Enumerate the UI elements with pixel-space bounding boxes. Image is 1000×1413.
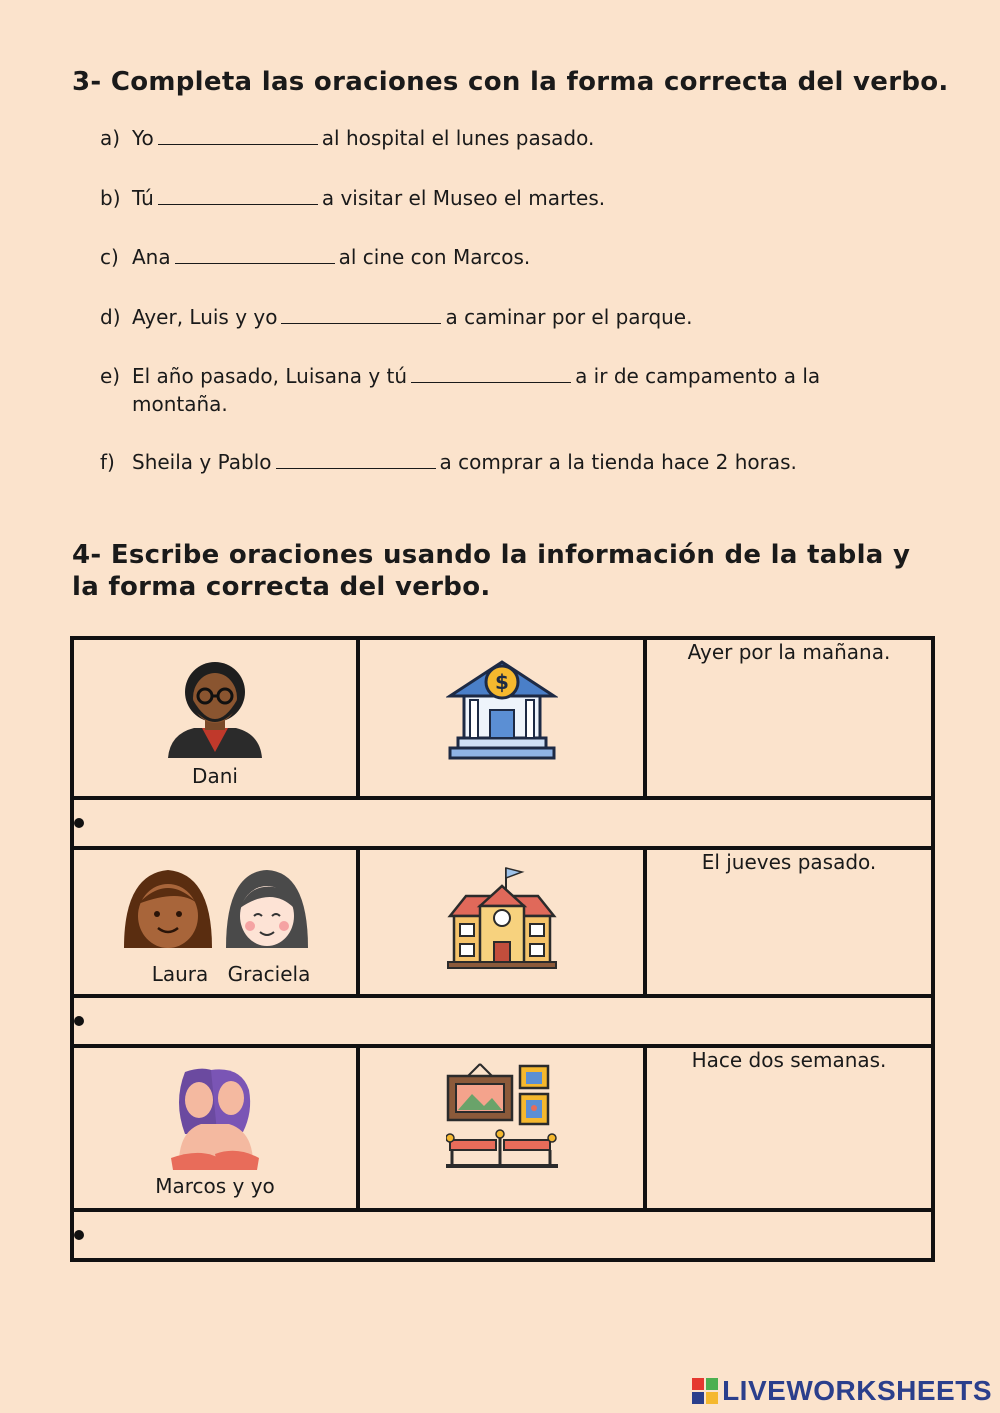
table-row (72, 1046, 933, 1210)
time-cell (645, 848, 933, 996)
sentence-f (100, 448, 890, 476)
answer-row (72, 996, 933, 1046)
exercise-4-title: 4- Escribe oraciones usando la información de la tabla y la forma correcta del verbo. (72, 540, 911, 602)
sentence-a (100, 124, 890, 152)
answer-blank[interactable] (158, 188, 318, 205)
answer-blank[interactable] (158, 128, 318, 145)
time-text: Hace dos semanas. (691, 1048, 887, 1072)
person-name: Graciela (227, 962, 311, 986)
person-name: Marcos y yo (155, 1174, 275, 1198)
time-cell (645, 1046, 933, 1210)
answer-blank[interactable] (175, 247, 335, 264)
elderly-woman-icon (222, 864, 312, 954)
place-cell (358, 1046, 645, 1210)
sentence-letter: c) (100, 245, 119, 269)
sentence-d (100, 303, 890, 331)
answer-cell[interactable] (72, 1210, 933, 1260)
liveworksheets-logo-icon (692, 1378, 718, 1404)
place-cell (358, 848, 645, 996)
sentence-after: a comprar a la tienda hace 2 horas. (439, 450, 797, 474)
time-text: El jueves pasado. (701, 850, 877, 874)
sentence-before: El año pasado, Luisana y tú (132, 364, 408, 388)
logo-text: LIVEWORKSHEETS (722, 1375, 992, 1406)
answer-blank[interactable] (276, 452, 436, 469)
person-cell (72, 638, 358, 798)
time-cell (645, 638, 933, 798)
sentence-before: Ana (132, 245, 171, 269)
person-name: Dani (192, 764, 238, 788)
museum-icon (446, 1062, 558, 1170)
woman-icon (120, 864, 216, 954)
liveworksheets-logo (692, 1375, 992, 1407)
answer-row (72, 1210, 933, 1260)
table-row (72, 638, 933, 798)
school-icon (446, 864, 558, 970)
exercise-3-title: 3- Completa las oraciones con la forma correcta del verbo. (72, 67, 949, 97)
sentence-after: a visitar el Museo el martes. (321, 186, 606, 210)
answer-input[interactable] (109, 812, 873, 835)
sentence-before: Tú (132, 186, 154, 210)
sentence-before: Sheila y Pablo (132, 450, 272, 474)
sentence-letter: e) (100, 364, 121, 388)
person-cell (72, 1046, 358, 1210)
sentence-b (100, 184, 890, 212)
answer-input[interactable] (109, 1010, 873, 1033)
place-cell (358, 638, 645, 798)
answer-blank[interactable] (281, 307, 441, 324)
couple-icon (165, 1062, 265, 1170)
answer-cell[interactable] (72, 996, 933, 1046)
sentence-letter: d) (100, 305, 121, 329)
person-cell (72, 848, 358, 996)
person-name: Laura (151, 962, 209, 986)
sentence-before: Ayer, Luis y yo (132, 305, 278, 329)
sentence-e (100, 362, 870, 418)
sentence-letter: f) (100, 450, 115, 474)
sentence-before: Yo (132, 126, 154, 150)
bullet-icon (74, 1016, 84, 1026)
answer-row (72, 798, 933, 848)
answer-cell[interactable] (72, 798, 933, 848)
bullet-icon (74, 1230, 84, 1240)
answer-input[interactable] (109, 1224, 873, 1247)
man-icon (160, 652, 270, 758)
info-table (70, 636, 935, 1262)
bank-icon (446, 652, 558, 760)
sentence-c (100, 243, 890, 271)
sentence-letter: b) (100, 186, 121, 210)
answer-blank[interactable] (411, 366, 571, 383)
sentence-after: al cine con Marcos. (338, 245, 531, 269)
bullet-icon (74, 818, 84, 828)
sentence-after: a caminar por el parque. (445, 305, 693, 329)
sentence-after: a ir de campamento a la montaña. (132, 364, 821, 416)
svg-text:$: $ (494, 670, 509, 694)
time-text: Ayer por la mañana. (687, 640, 891, 664)
sentence-after: al hospital el lunes pasado. (321, 126, 595, 150)
table-row (72, 848, 933, 996)
sentence-letter: a) (100, 126, 121, 150)
